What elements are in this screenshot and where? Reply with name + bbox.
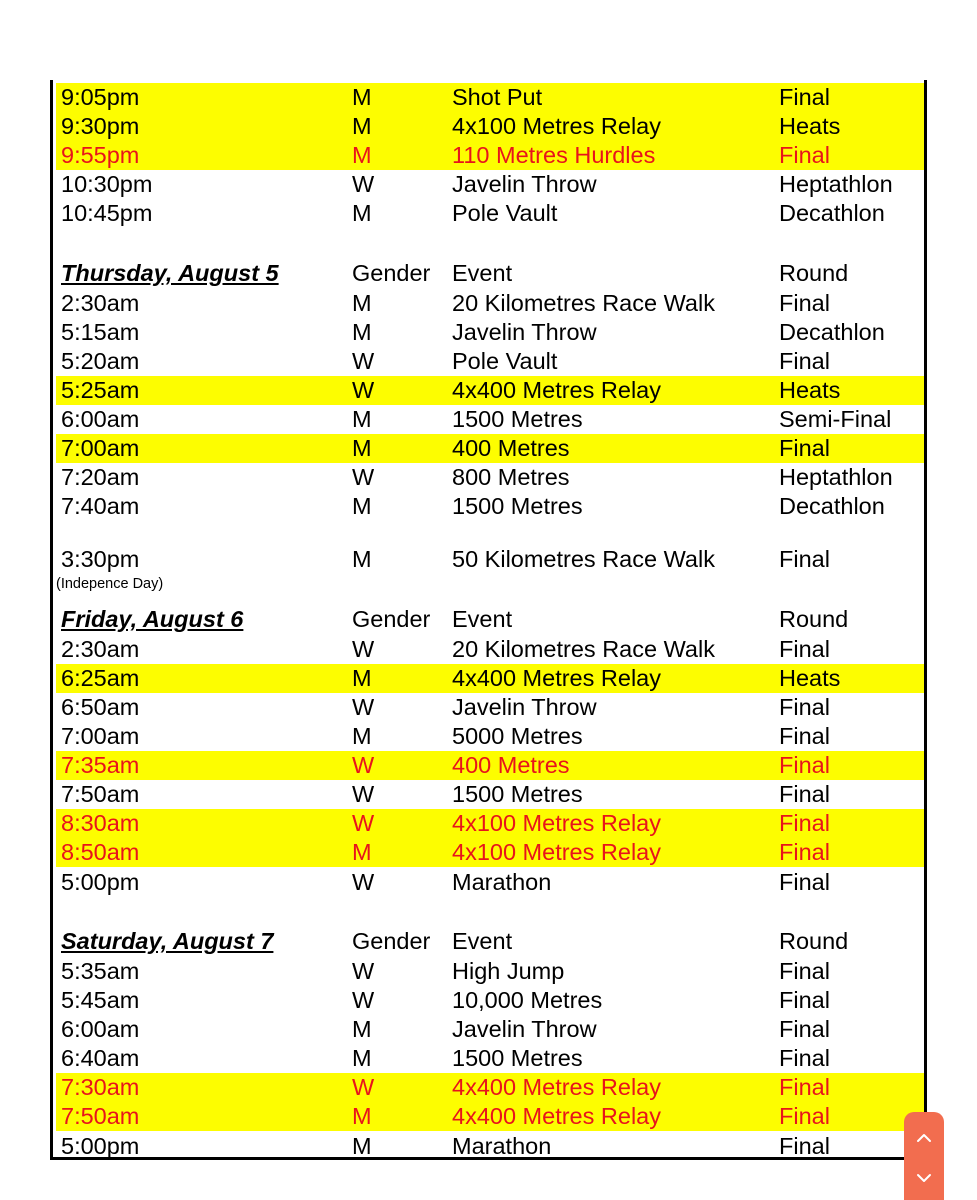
event-cell: Javelin Throw bbox=[452, 319, 597, 345]
gender-cell: M bbox=[352, 200, 372, 226]
event-cell: 1500 Metres bbox=[452, 1045, 583, 1071]
table-row bbox=[56, 1044, 924, 1073]
time-cell: 6:40am bbox=[61, 1045, 140, 1071]
round-cell: Final bbox=[779, 810, 830, 836]
table-row bbox=[56, 1102, 924, 1131]
event-cell: 110 Metres Hurdles bbox=[452, 142, 656, 168]
event-cell: Pole Vault bbox=[452, 200, 558, 226]
gender-cell: W bbox=[352, 348, 375, 374]
event-cell: 1500 Metres bbox=[452, 406, 583, 432]
event-cell: 5000 Metres bbox=[452, 723, 583, 749]
event-cell: Pole Vault bbox=[452, 348, 558, 374]
gender-cell: W bbox=[352, 869, 375, 895]
event-cell: Javelin Throw bbox=[452, 1016, 597, 1042]
table-row bbox=[56, 199, 924, 228]
event-cell: 20 Kilometres Race Walk bbox=[452, 290, 715, 316]
event-cell: 4x400 Metres Relay bbox=[452, 665, 661, 691]
round-cell: Final bbox=[779, 987, 830, 1013]
gender-cell: Gender bbox=[352, 260, 431, 286]
round-cell: Final bbox=[779, 1074, 830, 1100]
gender-cell: M bbox=[352, 1103, 372, 1129]
scroll-up-button[interactable] bbox=[904, 1118, 944, 1158]
table-row bbox=[56, 434, 924, 463]
gender-cell: M bbox=[352, 406, 372, 432]
table-row bbox=[56, 289, 924, 318]
day-header-row bbox=[56, 927, 924, 956]
gender-cell: W bbox=[352, 781, 375, 807]
gender-cell: W bbox=[352, 171, 375, 197]
gender-cell: M bbox=[352, 723, 372, 749]
gender-cell: M bbox=[352, 290, 372, 316]
table-row bbox=[56, 376, 924, 405]
event-cell: 4x400 Metres Relay bbox=[452, 1074, 661, 1100]
table-row bbox=[56, 1132, 924, 1161]
gender-cell: M bbox=[352, 435, 372, 461]
round-cell: Decathlon bbox=[779, 493, 885, 519]
independence-day-note: (Indepence Day) bbox=[56, 576, 164, 592]
event-cell: 800 Metres bbox=[452, 464, 570, 490]
time-cell: 2:30am bbox=[61, 636, 140, 662]
event-cell: 1500 Metres bbox=[452, 493, 583, 519]
time-cell: 7:40am bbox=[61, 493, 140, 519]
table-row bbox=[56, 809, 924, 838]
event-cell: 400 Metres bbox=[452, 752, 570, 778]
gender-cell: W bbox=[352, 1074, 375, 1100]
event-cell: Event bbox=[452, 606, 513, 632]
round-cell: Final bbox=[779, 435, 830, 461]
round-cell: Final bbox=[779, 694, 830, 720]
event-cell: 20 Kilometres Race Walk bbox=[452, 636, 715, 662]
time-cell: 7:00am bbox=[61, 435, 140, 461]
day-title: Thursday, August 5 bbox=[61, 260, 279, 286]
day-title: Friday, August 6 bbox=[61, 606, 244, 632]
table-row bbox=[56, 693, 924, 722]
event-cell: Shot Put bbox=[452, 84, 543, 110]
round-cell: Final bbox=[779, 752, 830, 778]
round-cell: Final bbox=[779, 839, 830, 865]
scroll-down-button[interactable] bbox=[904, 1158, 944, 1198]
event-cell: Marathon bbox=[452, 1133, 552, 1159]
time-cell: 5:00pm bbox=[61, 869, 140, 895]
round-cell: Final bbox=[779, 142, 830, 168]
event-cell: Event bbox=[452, 928, 513, 954]
event-cell: 4x400 Metres Relay bbox=[452, 1103, 661, 1129]
event-cell: 400 Metres bbox=[452, 435, 570, 461]
time-cell: 5:35am bbox=[61, 958, 140, 984]
round-cell: Heptathlon bbox=[779, 464, 893, 490]
table-row bbox=[56, 751, 924, 780]
round-cell: Final bbox=[779, 1133, 830, 1159]
time-cell: 7:20am bbox=[61, 464, 140, 490]
time-cell: 5:45am bbox=[61, 987, 140, 1013]
gender-cell: W bbox=[352, 752, 375, 778]
gender-cell: M bbox=[352, 546, 372, 572]
gender-cell: Gender bbox=[352, 606, 431, 632]
table-row bbox=[56, 405, 924, 434]
table-row bbox=[56, 83, 924, 112]
event-cell: 4x100 Metres Relay bbox=[452, 810, 661, 836]
round-cell: Final bbox=[779, 290, 830, 316]
round-cell: Round bbox=[779, 260, 849, 286]
round-cell: Final bbox=[779, 869, 830, 895]
table-row bbox=[56, 1073, 924, 1102]
round-cell: Final bbox=[779, 1103, 830, 1129]
time-cell: 5:15am bbox=[61, 319, 140, 345]
scroll-widget[interactable] bbox=[904, 1112, 944, 1200]
round-cell: Heats bbox=[779, 377, 841, 403]
time-cell: 7:35am bbox=[61, 752, 140, 778]
gender-cell: M bbox=[352, 84, 372, 110]
time-cell: 5:00pm bbox=[61, 1133, 140, 1159]
gender-cell: Gender bbox=[352, 928, 431, 954]
gender-cell: M bbox=[352, 1133, 372, 1159]
gender-cell: M bbox=[352, 665, 372, 691]
table-row bbox=[56, 1015, 924, 1044]
gender-cell: W bbox=[352, 987, 375, 1013]
table-row bbox=[56, 347, 924, 376]
gender-cell: W bbox=[352, 377, 375, 403]
event-cell: 50 Kilometres Race Walk bbox=[452, 546, 715, 572]
round-cell: Final bbox=[779, 1045, 830, 1071]
round-cell: Heats bbox=[779, 113, 841, 139]
table-row bbox=[56, 463, 924, 492]
round-cell: Final bbox=[779, 723, 830, 749]
table-row bbox=[56, 780, 924, 809]
table-row bbox=[56, 492, 924, 521]
event-cell: 4x100 Metres Relay bbox=[452, 839, 661, 865]
gender-cell: M bbox=[352, 839, 372, 865]
day-title: Saturday, August 7 bbox=[61, 928, 274, 954]
time-cell: 7:50am bbox=[61, 781, 140, 807]
schedule-table bbox=[50, 80, 927, 1160]
event-cell: 10,000 Metres bbox=[452, 987, 603, 1013]
table-row bbox=[56, 986, 924, 1015]
table-row bbox=[56, 318, 924, 347]
time-cell: 2:30am bbox=[61, 290, 140, 316]
event-cell: Javelin Throw bbox=[452, 694, 597, 720]
gender-cell: M bbox=[352, 319, 372, 345]
time-cell: 7:50am bbox=[61, 1103, 140, 1129]
round-cell: Final bbox=[779, 546, 830, 572]
round-cell: Semi-Final bbox=[779, 406, 892, 432]
table-row bbox=[56, 635, 924, 664]
time-cell: 5:25am bbox=[61, 377, 140, 403]
gender-cell: W bbox=[352, 694, 375, 720]
time-cell: 7:30am bbox=[61, 1074, 140, 1100]
table-row bbox=[56, 957, 924, 986]
chevron-down-icon bbox=[916, 1173, 932, 1183]
time-cell: 6:00am bbox=[61, 1016, 140, 1042]
event-cell: 4x400 Metres Relay bbox=[452, 377, 661, 403]
event-cell: 4x100 Metres Relay bbox=[452, 113, 661, 139]
round-cell: Decathlon bbox=[779, 319, 885, 345]
time-cell: 9:55pm bbox=[61, 142, 140, 168]
time-cell: 6:00am bbox=[61, 406, 140, 432]
chevron-up-icon bbox=[916, 1133, 932, 1143]
table-row bbox=[56, 170, 924, 199]
round-cell: Final bbox=[779, 636, 830, 662]
table-row bbox=[56, 112, 924, 141]
gender-cell: W bbox=[352, 636, 375, 662]
time-cell: 6:50am bbox=[61, 694, 140, 720]
round-cell: Final bbox=[779, 348, 830, 374]
table-row bbox=[56, 722, 924, 751]
day-header-row bbox=[56, 259, 924, 288]
time-cell: 6:25am bbox=[61, 665, 140, 691]
gender-cell: M bbox=[352, 1045, 372, 1071]
time-cell: 8:30am bbox=[61, 810, 140, 836]
round-cell: Final bbox=[779, 1016, 830, 1042]
table-row bbox=[56, 868, 924, 897]
table-row bbox=[56, 141, 924, 170]
event-cell: Javelin Throw bbox=[452, 171, 597, 197]
gender-cell: W bbox=[352, 958, 375, 984]
table-row bbox=[56, 664, 924, 693]
round-cell: Decathlon bbox=[779, 200, 885, 226]
event-cell: High Jump bbox=[452, 958, 565, 984]
time-cell: 9:30pm bbox=[61, 113, 140, 139]
round-cell: Heats bbox=[779, 665, 841, 691]
time-cell: 7:00am bbox=[61, 723, 140, 749]
round-cell: Round bbox=[779, 928, 849, 954]
time-cell: 5:20am bbox=[61, 348, 140, 374]
time-cell: 3:30pm bbox=[61, 546, 140, 572]
gender-cell: M bbox=[352, 142, 372, 168]
table-row bbox=[56, 545, 924, 574]
round-cell: Heptathlon bbox=[779, 171, 893, 197]
event-cell: Marathon bbox=[452, 869, 552, 895]
table-row bbox=[56, 838, 924, 867]
gender-cell: M bbox=[352, 113, 372, 139]
round-cell: Round bbox=[779, 606, 849, 632]
day-header-row bbox=[56, 605, 924, 634]
time-cell: 9:05pm bbox=[61, 84, 140, 110]
gender-cell: W bbox=[352, 810, 375, 836]
gender-cell: M bbox=[352, 493, 372, 519]
gender-cell: W bbox=[352, 464, 375, 490]
time-cell: 10:30pm bbox=[61, 171, 153, 197]
time-cell: 10:45pm bbox=[61, 200, 153, 226]
event-cell: Event bbox=[452, 260, 513, 286]
round-cell: Final bbox=[779, 84, 830, 110]
round-cell: Final bbox=[779, 781, 830, 807]
round-cell: Final bbox=[779, 958, 830, 984]
event-cell: 1500 Metres bbox=[452, 781, 583, 807]
gender-cell: M bbox=[352, 1016, 372, 1042]
time-cell: 8:50am bbox=[61, 839, 140, 865]
